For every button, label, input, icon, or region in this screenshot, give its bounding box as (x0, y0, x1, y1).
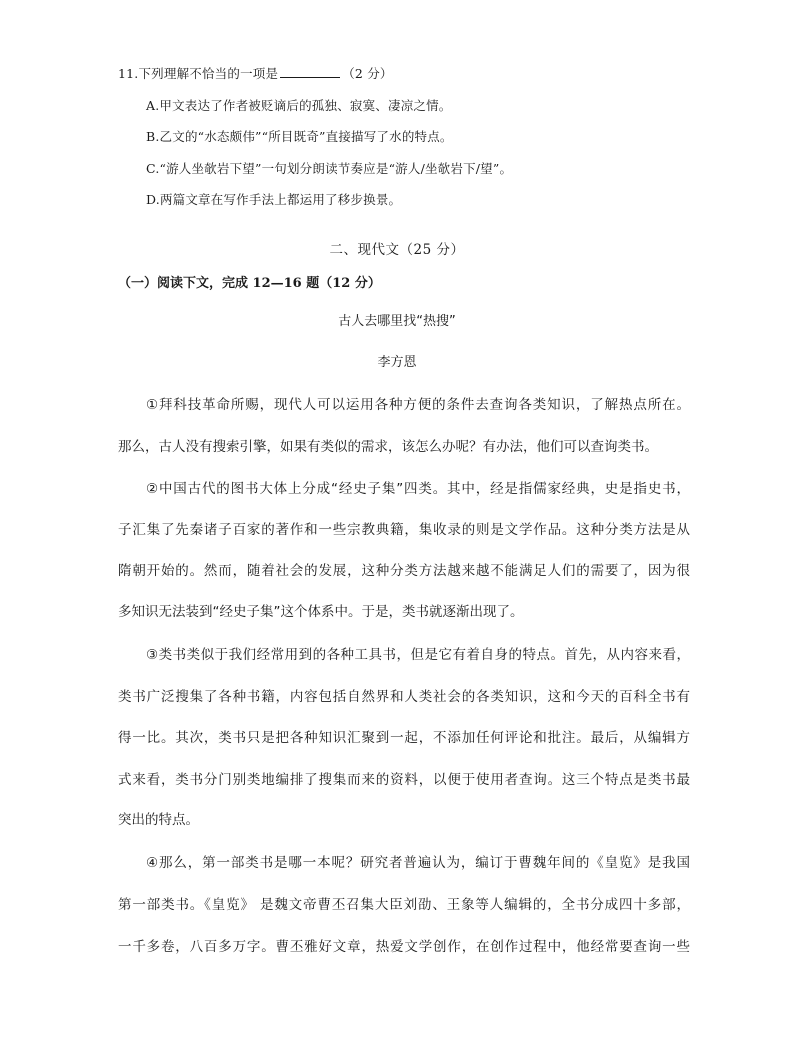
question-11-stem (118, 64, 393, 82)
option-a: A.甲文表达了作者被贬谪后的孤独、寂寞、凄凉之情。 (146, 98, 452, 113)
question-score: （2 分） (342, 66, 393, 81)
paragraph-4-line-2: 第一部类书。《皇览》 是魏文帝曹丕召集大臣刘劭、王象等人编辑的，全书分成四十多部， (118, 897, 690, 913)
paragraph-1-line-2: 那么，古人没有搜索引擎，如果有类似的需求，该怎么办呢？有办法，他们可以查询类书。 (118, 439, 658, 455)
paragraph-2-line-2: 子汇集了先秦诸子百家的著作和一些宗教典籍，集收录的则是文学作品。这种分类方法是从 (118, 522, 690, 538)
paragraph-4-line-3: 一千多卷，八百多万字。曹丕雅好文章，热爱文学创作，在创作过程中，他经常要查询一些 (118, 939, 690, 955)
answer-blank[interactable] (280, 66, 340, 78)
paragraph-3-line-3: 得一比。其次，类书只是把各种知识汇聚到一起，不添加任何评论和批注。最后，从编辑方 (118, 730, 690, 746)
option-b: B.乙文的“水态颇伟”“所目既奇”直接描写了水的特点。 (146, 129, 453, 144)
paragraph-2-line-1: ②中国古代的图书大体上分成“经史子集”四类。其中，经是指儒家经典，史是指史书， (146, 481, 690, 497)
paragraph-3-line-2: 类书广泛搜集了各种书籍，内容包括自然界和人类社会的各类知识，这和今天的百科全书有 (118, 689, 690, 705)
section-title: 二、现代文（25 分） (329, 242, 465, 258)
paragraph-4-line-1: ④那么，第一部类书是哪一本呢？研究者普遍认为，编订于曹魏年间的《皇览》是我国 (146, 855, 690, 871)
paragraph-3-line-5: 突出的特点。 (118, 812, 199, 828)
reading-instructions: （一）阅读下文，完成 12—16 题（12 分） (118, 276, 381, 291)
paragraph-3-line-4: 式来看，类书分门别类地编排了搜集而来的资料，以便于使用者查询。这三个特点是类书最 (118, 772, 690, 788)
question-stem-text: 11.下列理解不恰当的一项是 (118, 66, 279, 81)
paragraph-1-line-1: ①拜科技革命所赐，现代人可以运用各种方便的条件去查询各类知识，了解热点所在。 (146, 397, 690, 413)
paragraph-2-line-4: 多知识无法装到“经史子集”这个体系中。于是，类书就逐渐出现了。 (118, 604, 524, 620)
option-c: C.“游人坐欹岩下望”一句划分朗读节奏应是“游人/坐欹岩下/望”。 (146, 161, 513, 176)
article-title: 古人去哪里找“热搜” (338, 314, 456, 329)
article-author: 李方恩 (377, 355, 417, 370)
paragraph-2-line-3: 隋朝开始的。然而，随着社会的发展，这种分类方法越来越不能满足人们的需要了，因为很 (118, 563, 690, 579)
paragraph-3-line-1: ③类书类似于我们经常用到的各种工具书，但是它有着自身的特点。首先，从内容来看， (146, 647, 690, 663)
option-d: D.两篇文章在写作手法上都运用了移步换景。 (146, 192, 402, 207)
